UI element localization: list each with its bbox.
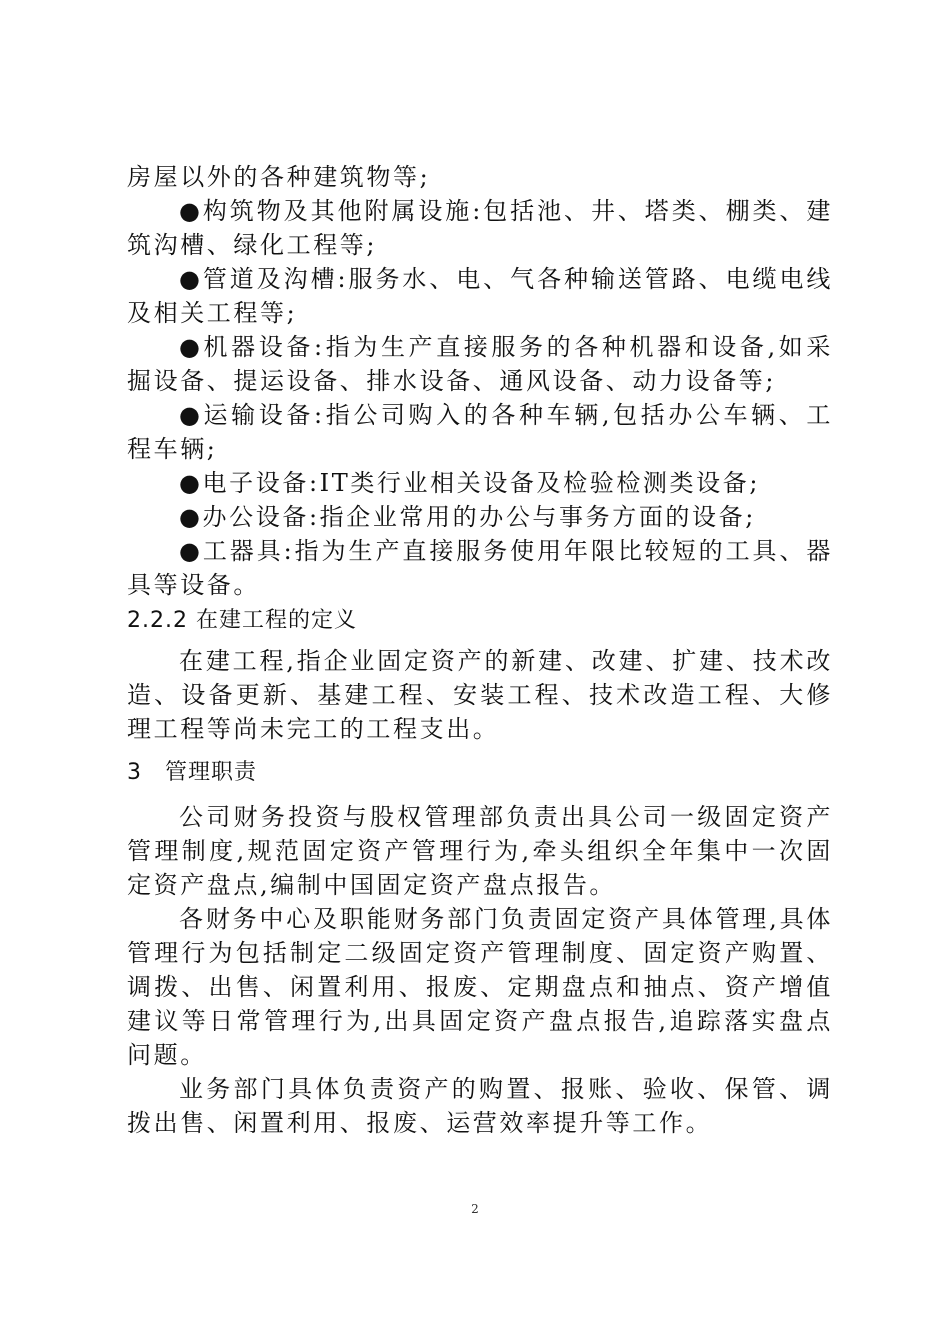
bullet-transport: ●运输设备:指公司购入的各种车辆,包括办公车辆、工程车辆; [127,401,833,463]
bullet-tools: ●工器具:指为生产直接服务使用年限比较短的工具、器具等设备。 [127,537,833,599]
paragraph-business-dept: 业务部门具体负责资产的购置、报账、验收、保管、调拨出售、闲置利用、报废、运营效率提升等工作。 [127,1075,833,1137]
paragraph-buildings-tail: 房屋以外的各种建筑物等; [127,163,431,191]
section-heading-3 [127,756,833,790]
bullet-machinery: ●机器设备:指为生产直接服务的各种机器和设备,如采掘设备、提运设备、排水设备、通风设备、动力设备等; [127,333,833,395]
bullet-structures: ●构筑物及其他附属设施:包括池、井、塔类、棚类、建筑沟槽、绿化工程等; [127,197,833,259]
paragraph-construction-definition: 在建工程,指企业固定资产的新建、改建、扩建、技术改造、设备更新、基建工程、安装工程、技术改造工程、大修理工程等尚未完工的工程支出。 [127,647,833,743]
bullet-pipelines: ●管道及沟槽:服务水、电、气各种输送管路、电缆电线及相关工程等; [127,265,833,327]
bullet-electronics: ●电子设备:IT类行业相关设备及检验检测类设备; [179,469,760,497]
paragraph-finance-dept: 公司财务投资与股权管理部负责出具公司一级固定资产管理制度,规范固定资产管理行为,牵头组织全年集中一次固定资产盘点,编制中国固定资产盘点报告。 [127,803,833,899]
bullet-office: ●办公设备:指企业常用的办公与事务方面的设备; [179,503,756,531]
section-number: 3 [127,760,142,785]
section-title: 管理职责 [165,760,258,785]
paragraph-finance-centers: 各财务中心及职能财务部门负责固定资产具体管理,具体管理行为包括制定二级固定资产管理制度、固定资产购置、调拨、出售、闲置利用、报废、定期盘点和抽点、资产增值建议等日常管理行为,出具固定资产盘点报告,追踪落实盘点问题。 [127,905,833,1069]
page-number: 2 [471,1202,479,1216]
document-page [127,160,833,1140]
section-heading-2-2-2: 2.2.2 在建工程的定义 [127,608,357,633]
